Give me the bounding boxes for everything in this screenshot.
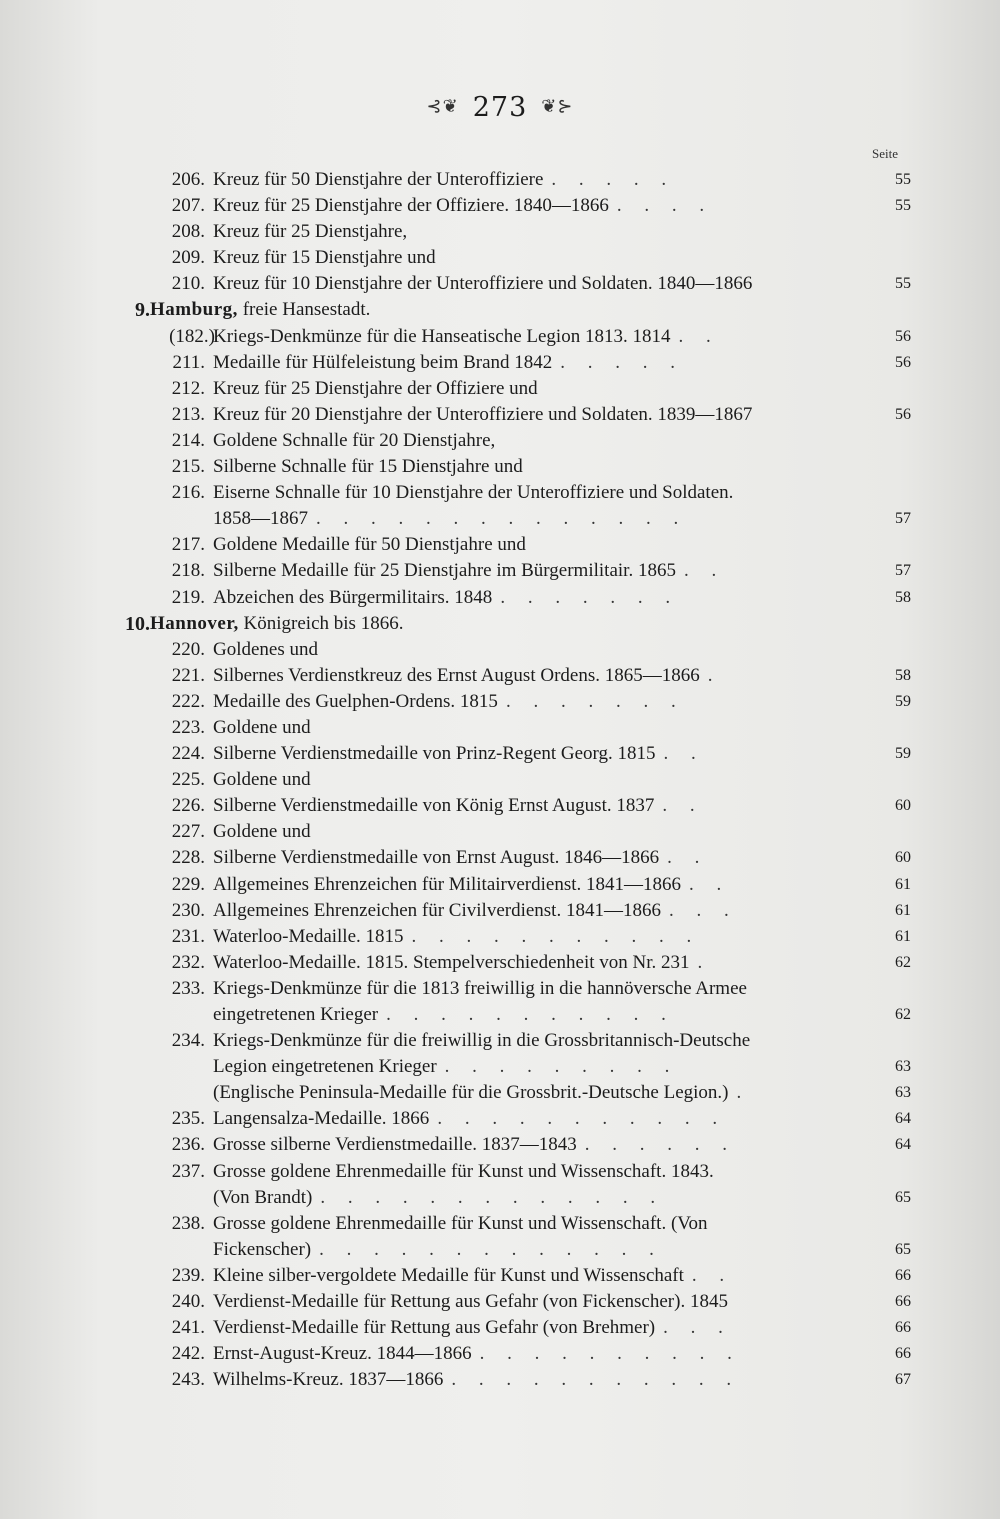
entry-text [213,741,705,767]
leader-dots: . . . . . . . . . . . [386,1004,675,1025]
entry-text [213,924,700,950]
entry-number: 225. [171,769,205,791]
entry-text [213,950,711,976]
toc-entry [0,324,1000,350]
entry-text [213,819,319,845]
entry-text [213,689,685,715]
toc-entry [0,741,1000,767]
entry-text [213,585,679,611]
entry-page-number: 56 [895,405,911,423]
toc-entry [0,219,1000,245]
entry-page-number: 59 [895,692,911,710]
toc-entry [0,193,1000,219]
entry-title: Kreuz für 10 Dienstjahre der Unteroffiziere und Soldaten. 1840—1866 [213,273,753,295]
entry-number: 217. [171,534,205,556]
leader-dots: . . [662,795,704,817]
leader-dots: . [707,664,722,686]
entry-title: (Von Brandt) [213,1186,313,1208]
entry-number: 220. [171,638,205,660]
leader-dots: . . . . . . . . . . . . . . [316,508,688,530]
toc-entry [0,1028,1000,1054]
table-of-contents [0,167,1000,1393]
toc-continuation-line [0,506,1000,532]
entry-text [213,532,534,558]
entry-text [213,1028,758,1054]
entry-text [213,219,415,245]
leader-dots: . . [689,873,731,895]
entry-page-number: 65 [895,1240,911,1258]
toc-entry [0,245,1000,271]
entry-number: 219. [171,586,205,608]
entry-page-number: 55 [895,171,911,188]
entry-title: freie Hansestadt. [237,299,371,321]
entry-page-number: 58 [895,666,911,684]
entry-text [213,1185,664,1211]
toc-continuation-line [0,1080,1000,1106]
entry-title: Ernst-August-Kreuz. 1844—1866 [213,1343,472,1365]
leader-dots: . . . . . [551,169,676,190]
entry-text [213,350,684,376]
entry-page-number: 62 [895,1006,911,1023]
leader-dots: . [697,951,712,973]
entry-page-number: 66 [895,1266,911,1284]
page-header [0,92,1000,123]
entry-number: 207. [171,195,205,217]
entry-text [213,1367,740,1393]
toc-entry [0,558,1000,584]
entry-title: Kriegs-Denkmünze für die freiwillig in die Grossbritannisch-Deutsche [213,1030,751,1052]
toc-entry [0,767,1000,793]
entry-number: 235. [171,1108,205,1130]
entry-text [213,1106,726,1132]
toc-entry [0,819,1000,845]
toc-entry [0,454,1000,480]
leader-dots: . . . . . . . . . . . [411,925,701,947]
entry-text [213,637,326,663]
leader-dots: . . [667,847,709,869]
entry-title: Langensalza-Medaille. 1866 [213,1108,430,1130]
entry-title: (Englische Peninsula-Medaille für die Grossbrit.-Deutsche Legion.) [213,1082,729,1104]
entry-text [213,402,760,428]
entry-number: 236. [171,1134,205,1156]
toc-entry [0,1211,1000,1237]
entry-page-number: 55 [895,197,911,215]
entry-title: Verdienst-Medaille für Rettung aus Gefahr (von Brehmer) [213,1317,656,1339]
toc-entry [0,898,1000,924]
entry-title: Medaille des Guelphen-Ordens. 1815 [213,690,498,712]
entry-number: 242. [171,1343,205,1365]
page-number: 273 [472,92,528,123]
entry-title: Goldene und [213,716,311,738]
entry-number: 209. [171,247,205,269]
section-heading [0,297,1000,323]
leader-dots: . . [678,325,720,347]
entry-title: Wilhelms-Kreuz. 1837—1866 [213,1369,444,1391]
entry-title: Silberne Verdienstmedaille von Prinz-Regent Georg. 1815 [213,743,656,765]
entry-title: Kreuz für 25 Dienstjahre der Offiziere. 1840—1866 [213,195,609,217]
entry-title: Allgemeines Ehrenzeichen für Civilverdienst. 1841—1866 [213,899,661,921]
toc-entry [0,402,1000,428]
entry-page-number: 63 [895,1084,911,1102]
entry-page-number: 62 [895,953,911,971]
section-title: Hamburg, [150,299,238,321]
entry-text [213,376,546,402]
entry-page-number: 60 [895,797,911,815]
entry-number: 208. [171,221,205,243]
entry-number: 214. [171,429,205,451]
entry-number: 233. [171,977,205,999]
entry-number: 218. [171,560,205,582]
entry-number: 215. [171,456,205,478]
entry-number: 237. [171,1160,205,1182]
entry-page-number: 57 [895,510,911,528]
entry-number: 230. [171,899,205,921]
toc-entry [0,1106,1000,1132]
entry-title: Kreuz für 20 Dienstjahre der Unteroffiziere und Soldaten. 1839—1867 [213,403,753,425]
entry-title: Allgemeines Ehrenzeichen für Militairverdienst. 1841—1866 [213,873,682,895]
entry-title: Goldene Medaille für 50 Dienstjahre und [213,534,526,556]
toc-entry [0,715,1000,741]
entry-page-number: 56 [895,353,911,371]
leader-dots: . . . . . . . [500,586,680,608]
entry-title: Goldene und [213,769,311,791]
toc-entry [0,793,1000,819]
entry-text [213,167,675,193]
entry-page-number: 56 [895,327,911,345]
leader-dots: . . . . [616,195,714,217]
entry-title: Kreuz für 25 Dienstjahre, [213,221,408,243]
entry-text [213,506,687,532]
entry-number: 240. [171,1291,205,1313]
toc-entry [0,872,1000,898]
entry-page-number: 64 [895,1136,911,1154]
entry-number: 227. [171,821,205,843]
toc-entry [0,1263,1000,1289]
entry-number: 211. [172,351,205,373]
entry-title: Legion eingetretenen Krieger [213,1056,437,1078]
entry-number: 212. [171,377,205,399]
entry-text [213,428,503,454]
toc-entry [0,845,1000,871]
entry-number: 239. [171,1264,205,1286]
entry-text [213,1341,741,1367]
entry-number: 224. [171,743,205,765]
entry-text [150,297,378,323]
toc-continuation-line [0,1002,1000,1028]
entry-title: Silberne Medaille für 25 Dienstjahre im Bürgermilitair. 1865 [213,560,676,582]
entry-title: Kreuz für 15 Dienstjahre und [213,247,436,269]
entry-page-number: 58 [895,588,911,606]
entry-title: Waterloo-Medaille. 1815. Stempelverschiedenheit von Nr. 231 [213,951,690,973]
entry-text [213,454,531,480]
leader-dots: . . . . . . . . . . . [451,1369,741,1391]
toc-entry [0,167,1000,193]
entry-title: Kleine silber-vergoldete Medaille für Kunst und Wissenschaft [213,1264,684,1286]
toc-entry [0,532,1000,558]
entry-title: Grosse silberne Verdienstmedaille. 1837—1843 [213,1134,577,1156]
entry-text [213,245,444,271]
toc-entry [0,585,1000,611]
toc-entry [0,428,1000,454]
entry-number: 229. [171,873,205,895]
entry-title: eingetretenen Krieger [213,1004,379,1025]
section-title: Hannover, [150,612,239,634]
entry-text [213,793,704,819]
entry-text [213,558,725,584]
entry-page-number: 61 [895,927,911,945]
section-heading [0,611,1000,637]
entry-text [213,480,741,506]
entry-text [150,611,411,637]
entry-page-number: 67 [895,1371,911,1389]
entry-title: Silberne Verdienstmedaille von König Ernst August. 1837 [213,795,655,817]
entry-title: Kreuz für 25 Dienstjahre der Offiziere und [213,377,538,399]
entry-title: Abzeichen des Bürgermilitairs. 1848 [213,586,493,608]
leader-dots: . . [683,560,726,582]
entry-title: Grosse goldene Ehrenmedaille für Kunst und Wissenschaft. 1843. [213,1160,714,1182]
toc-entry [0,950,1000,976]
entry-text [213,898,738,924]
entry-text [213,1315,732,1341]
entry-text [213,1132,736,1158]
toc-entry [0,689,1000,715]
entry-text [213,715,319,741]
entry-text [213,872,730,898]
leader-dots: . . . . . . . [505,690,685,712]
entry-text [213,1289,736,1315]
entry-page-number: 66 [895,1345,911,1363]
entry-title: Silbernes Verdienstkreuz des Ernst August Ordens. 1865—1866 [213,664,700,686]
leader-dots: . . . [668,899,738,921]
entry-page-number: 63 [895,1058,911,1076]
entry-text [213,663,721,689]
toc-entry [0,976,1000,1002]
entry-title: Medaille für Hülfeleistung beim Brand 1842 [213,351,553,373]
entry-title: Verdienst-Medaille für Rettung aus Gefahr (von Fickenscher). 1845 [213,1291,728,1313]
entry-number: 10. [125,612,150,635]
entry-page-number: 55 [895,275,911,293]
entry-text [213,193,713,219]
entry-title: Fickenscher) [213,1238,312,1260]
entry-number: 221. [171,664,205,686]
toc-entry [0,376,1000,402]
left-ornament-icon: ⊰❦ [426,96,459,117]
entry-text [213,1002,675,1028]
entry-text [213,1080,750,1106]
entry-title: Goldene und [213,821,311,843]
entry-title: Grosse goldene Ehrenmedaille für Kunst und Wissenschaft. (Von [213,1212,708,1234]
entry-number: 223. [171,716,205,738]
entry-page-number: 59 [895,745,911,763]
entry-title: Königreich bis 1866. [238,612,404,634]
right-ornament-icon: ❦⊱ [541,96,574,117]
entry-text [213,845,708,871]
entry-title: Goldene Schnalle für 20 Dienstjahre, [213,429,496,451]
entry-number: (182.) [169,325,215,347]
entry-number: 9. [135,299,150,322]
leader-dots: . . . . . . . . . . . [437,1108,727,1130]
entry-number: 238. [171,1212,205,1234]
entry-title: Goldenes und [213,638,319,660]
entry-page-number: 60 [895,849,911,867]
entry-number: 213. [171,403,205,425]
leader-dots: . . . . . . [584,1134,736,1156]
entry-title: Waterloo-Medaille. 1815 [213,925,404,947]
toc-continuation-line [0,1237,1000,1263]
leader-dots: . . . . . [560,351,685,373]
entry-number: 226. [171,795,205,817]
entry-number: 216. [171,482,205,504]
toc-entry [0,1132,1000,1158]
entry-text [213,324,720,350]
toc-continuation-line [0,1054,1000,1080]
entry-title: Silberne Schnalle für 15 Dienstjahre und [213,456,523,478]
entry-number: 231. [171,925,205,947]
entry-title: Kriegs-Denkmünze für die 1813 freiwillig in die hannöversche Armee [213,977,747,999]
entry-page-number: 65 [895,1188,911,1206]
entry-text [213,1054,678,1080]
leader-dots: . . [691,1264,734,1286]
toc-entry [0,350,1000,376]
entry-number: 228. [171,847,205,869]
leader-dots: . . [663,743,705,765]
toc-entry [0,271,1000,297]
leader-dots: . . . . . . . . . . . . . [320,1186,665,1208]
toc-continuation-line [0,1185,1000,1211]
entry-text [213,976,755,1002]
entry-page-number: 64 [895,1110,911,1128]
toc-entry [0,1367,1000,1393]
leader-dots: . . . . . . . . . . [479,1343,741,1365]
entry-number: 222. [171,690,205,712]
entry-title: Kreuz für 50 Dienstjahre der Unteroffiziere [213,169,544,190]
leader-dots: . . . . . . . . . [444,1056,679,1078]
entry-text [213,1237,663,1263]
entry-title: Kriegs-Denkmünze für die Hanseatische Legion 1813. 1814 [213,325,671,347]
toc-entry [0,663,1000,689]
entry-page-number: 61 [895,901,911,919]
toc-entry [0,1341,1000,1367]
entry-number: 234. [171,1030,205,1052]
entry-text [213,1159,722,1185]
entry-text [213,767,319,793]
leader-dots: . . . . . . . . . . . . . [319,1238,663,1260]
leader-dots: . . . [663,1317,732,1339]
leader-dots: . [736,1082,751,1104]
toc-entry [0,1289,1000,1315]
entry-text [213,1211,716,1237]
seite-label: Seite [872,146,898,161]
entry-number: 206. [171,169,205,190]
toc-entry [0,1315,1000,1341]
entry-text [213,271,760,297]
entry-page-number: 66 [895,1319,911,1337]
entry-page-number: 61 [895,875,911,893]
entry-number: 232. [171,951,205,973]
entry-title: Eiserne Schnalle für 10 Dienstjahre der Unteroffiziere und Soldaten. [213,482,734,504]
toc-entry [0,637,1000,663]
toc-entry [0,924,1000,950]
entry-page-number: 57 [895,562,911,580]
entry-title: Silberne Verdienstmedaille von Ernst August. 1846—1866 [213,847,660,869]
entry-number: 241. [171,1317,205,1339]
entry-page-number: 66 [895,1293,911,1311]
entry-number: 243. [171,1369,205,1391]
toc-entry [0,480,1000,506]
toc-entry [0,1159,1000,1185]
entry-text [213,1263,733,1289]
entry-number: 210. [171,273,205,295]
entry-title: 1858—1867 [213,508,308,530]
